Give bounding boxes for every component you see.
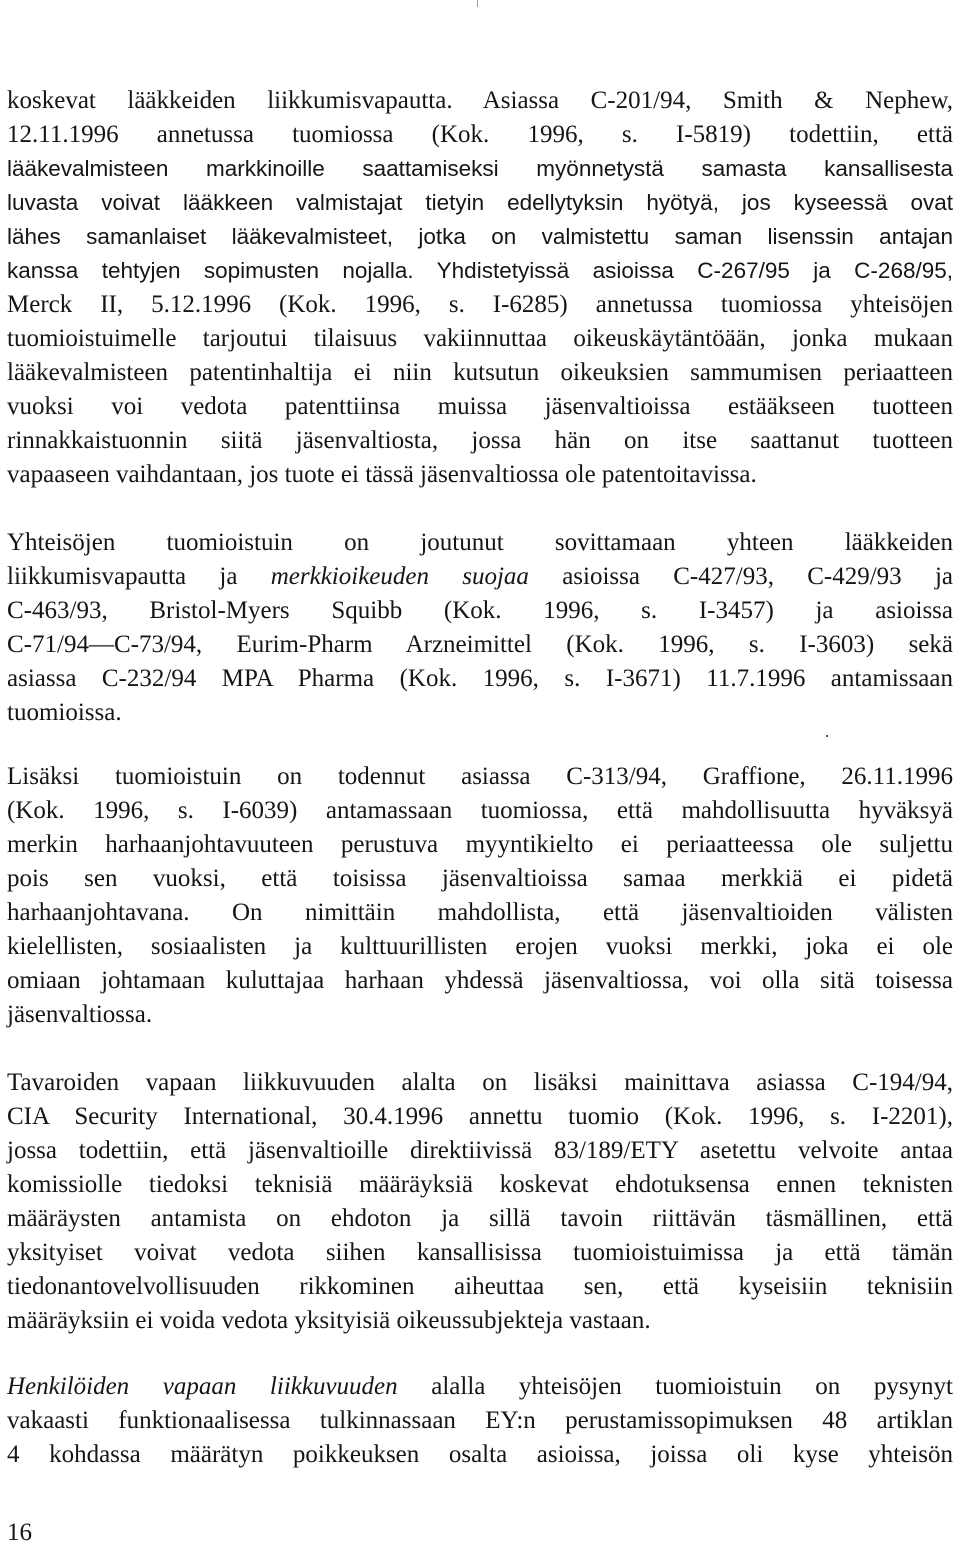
italic-term: merkkioikeuden suojaa <box>270 563 529 590</box>
text-line: rinnakkaistuonnin siitä jäsenvaltiosta, jossa hän on itse saattanut tuotteen <box>7 427 953 454</box>
text-line <box>7 560 953 594</box>
text-line: vuoksi voi vedota patenttiinsa muissa jäsenvaltioissa estääkseen tuotteen <box>7 393 953 420</box>
text-line: (Kok. 1996, s. I-6039) antamassaan tuomiossa, että mahdollisuutta hyväksyä <box>7 797 953 824</box>
text-line: lääkevalmisteen patentinhaltija ei niin kutsutun oikeuksien sammumisen periaatteen <box>7 359 953 386</box>
scan-mark <box>477 0 478 7</box>
text-line: CIA Security International, 30.4.1996 annettu tuomio (Kok. 1996, s. I-2201), <box>7 1103 953 1130</box>
text-line: C-71/94—C-73/94, Eurim-Pharm Arzneimittel (Kok. 1996, s. I-3603) sekä <box>7 631 953 658</box>
text-line <box>7 1370 953 1404</box>
text-line: yksityiset voivat vedota siihen kansallisissa tuomioistuimissa ja että tämän <box>7 1239 953 1266</box>
text-line: Tavaroiden vapaan liikkuvuuden alalta on lisäksi mainittava asiassa C-194/94, <box>7 1069 953 1096</box>
text-line: Yhteisöjen tuomioistuin on joutunut sovittamaan yhteen lääkkeiden <box>7 529 953 556</box>
text-line: määräyksiin ei voida vedota yksityisiä oikeussubjekteja vastaan. <box>7 1307 651 1334</box>
text-line: harhaanjohtavana. On nimittäin mahdollista, että jäsenvaltioiden välisten <box>7 899 953 926</box>
scan-speck <box>826 735 828 737</box>
page-number: 16 <box>7 1519 32 1546</box>
text-line: Lisäksi tuomioistuin on todennut asiassa C-313/94, Graffione, 26.11.1996 <box>7 763 953 790</box>
text-run: liikkumisvapautta ja <box>7 563 271 590</box>
text-line: 4 kohdassa määrätyn poikkeuksen osalta asioissa, joissa oli kyse yhteisön <box>7 1441 953 1468</box>
text-line: kanssa tehtyjen sopimusten nojalla. Yhdistetyissä asioissa C-267/95 ja C-268/95, <box>7 258 953 283</box>
text-line: vapaaseen vaihdantaan, jos tuote ei tässä jäsenvaltiossa ole patentoitavissa. <box>7 461 757 488</box>
text-run: alalla yhteisöjen tuomioistuin on pysynyt <box>397 1373 953 1400</box>
text-line: tuomioistuimelle tarjoutui tilaisuus vakiinnuttaa oikeuskäytäntöään, jonka mukaan <box>7 325 953 352</box>
text-line: koskevat lääkkeiden liikkumisvapautta. Asiassa C-201/94, Smith & Nephew, <box>7 87 953 114</box>
text-run: asioissa C-427/93, C-429/93 ja <box>528 563 953 590</box>
text-line: Merck II, 5.12.1996 (Kok. 1996, s. I-6285) annetussa tuomiossa yhteisöjen <box>7 291 953 318</box>
text-line: pois sen vuoksi, että toisissa jäsenvaltioissa samaa merkkiä ei pidetä <box>7 865 953 892</box>
text-line: määräysten antamista on ehdoton ja sillä tavoin riittävän täsmällinen, että <box>7 1205 953 1232</box>
text-line: komissiolle tiedoksi teknisiä määräyksiä koskevat ehdotuksensa ennen teknisten <box>7 1171 953 1198</box>
text-line: 12.11.1996 annetussa tuomiossa (Kok. 1996, s. I-5819) todettiin, että <box>7 121 953 148</box>
text-line: C-463/93, Bristol-Myers Squibb (Kok. 1996, s. I-3457) ja asioissa <box>7 597 953 624</box>
text-line: lähes samanlaiset lääkevalmisteet, jotka on valmistettu saman lisenssin antajan <box>7 224 953 249</box>
text-line: luvasta voivat lääkkeen valmistajat tietyin edellytyksin hyötyä, jos kyseessä ovat <box>7 190 953 215</box>
text-line: omiaan johtamaan kuluttajaa harhaan yhdessä jäsenvaltiossa, voi olla sitä toisessa <box>7 967 953 994</box>
italic-term: Henkilöiden vapaan liikkuvuuden <box>7 1373 398 1400</box>
text-line: vakaasti funktionaalisessa tulkinnassaan EY:n perustamissopimuksen 48 artiklan <box>7 1407 953 1434</box>
text-line: asiassa C-232/94 MPA Pharma (Kok. 1996, s. I-3671) 11.7.1996 antamissaan <box>7 665 953 692</box>
text-line: jäsenvaltiossa. <box>7 1001 153 1028</box>
text-line: kielellisten, sosiaalisten ja kulttuurillisten erojen vuoksi merkki, joka ei ole <box>7 933 953 960</box>
text-line: tiedonantovelvollisuuden rikkominen aiheuttaa sen, että kyseisiin teknisiin <box>7 1273 953 1300</box>
text-line: merkin harhaanjohtavuuteen perustuva myyntikielto ei periaatteessa ole suljettu <box>7 831 953 858</box>
text-line: tuomioissa. <box>7 699 122 726</box>
text-line: jossa todettiin, että jäsenvaltioille direktiivissä 83/189/ETY asetettu velvoite antaa <box>7 1137 953 1164</box>
text-line: lääkevalmisteen markkinoille saattamiseksi myönnetystä samasta kansallisesta <box>7 156 953 181</box>
